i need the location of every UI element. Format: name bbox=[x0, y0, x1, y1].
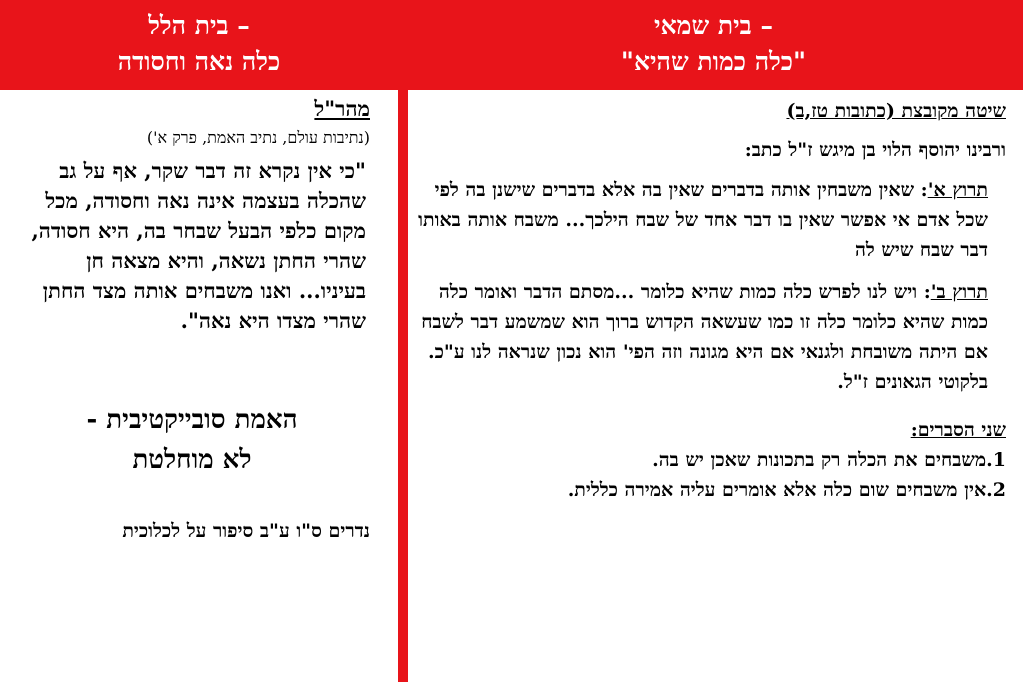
beit-shammai-header bbox=[404, 0, 1023, 90]
maharal-source: (נתיבות עולם, נתיב האמת, פרק א') bbox=[146, 128, 370, 147]
answer-2-tag: תרוץ ב' bbox=[930, 281, 988, 303]
answer-2-text: : ויש לנו לפרש כלה כמות שהיא כלומר ...מסתם הדבר ואומר כלה כמות שהיא כלומר כלה זו כמו שעשאה הקדוש ברוך הוא שמשמע דבר לשבח אם היתה משובחת ולגנאי אם היא מגונה וזה הפי' הוא נכון שנראה לנו ע"כ. בלקוטי הגאונים ז"ל. bbox=[421, 281, 988, 393]
beit-hillel-header bbox=[0, 0, 398, 90]
beit-hillel-column bbox=[14, 96, 370, 543]
answer-2 bbox=[412, 277, 1006, 397]
explanations-list bbox=[412, 445, 1006, 505]
conclusion-line-2: לא מוחלטת bbox=[132, 445, 252, 475]
beit-shammai-column bbox=[412, 96, 1006, 505]
explanation-item: 1.משבחים את הכלה רק בתכונות שאכן יש בה. bbox=[652, 449, 1006, 471]
answer-1-tag: תרוץ א' bbox=[927, 179, 988, 201]
column-divider bbox=[398, 0, 408, 682]
beit-hillel-subtitle: כלה נאה וחסודה bbox=[117, 47, 281, 76]
shita-mekubetzet-heading: שיטה מקובצת (כתובות טז,ב) bbox=[786, 100, 1006, 122]
explanations-heading: שני הסברים: bbox=[910, 419, 1006, 441]
conclusion-line-1: האמת סובייקטיבית - bbox=[86, 405, 298, 435]
intro-line: ורבינו יהוסף הלוי בן מיגש ז"ל כתב: bbox=[744, 139, 1006, 161]
explanation-item: 2.אין משבחים שום כלה אלא אומרים עליה אמירה כללית. bbox=[567, 479, 1006, 501]
answer-1 bbox=[412, 175, 1006, 265]
maharal-quote: "כי אין נקרא זה דבר שקר, אף על גב שהכלה בעצמה אינה נאה וחסודה, מכל מקום כלפי הבעל שבחר בה, היא חסודה, שהרי החתן נשאה, והיא מצאה חן בעיניו... ואנו משבחים אותה מצד החתן שהרי מצדו היא נאה". bbox=[31, 158, 366, 333]
beit-hillel-title: בית הלל – bbox=[148, 11, 250, 40]
nedarim-footer: נדרים ס"ו ע"ב סיפור על לכלוכית bbox=[122, 520, 370, 542]
beit-shammai-subtitle: "כלה כמות שהיא" bbox=[620, 47, 807, 76]
beit-shammai-title: בית שמאי – bbox=[654, 11, 773, 40]
maharal-heading: מהר"ל bbox=[314, 96, 370, 121]
answer-1-text: : שאין משבחין אותה בדברים שאין בה אלא בדברים שישנן בה לפי שכל אדם אי אפשר שאין בו דבר אחד של שבח הילכך... משבח אותה באותו דבר שבח שיש לה bbox=[418, 179, 988, 261]
